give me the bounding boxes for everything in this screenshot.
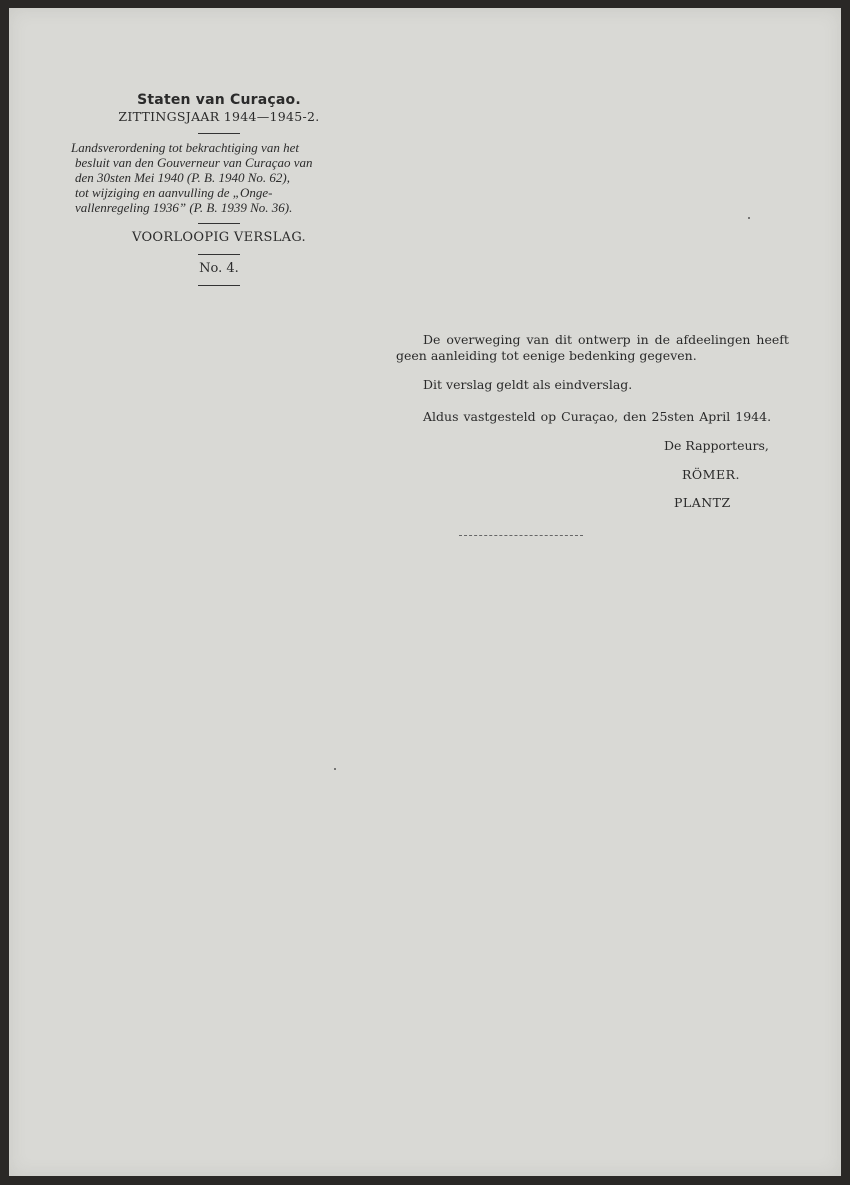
signature-name-1: RÖMER. [682,467,740,482]
closing-dashed-rule [459,535,583,536]
header-divider-3 [198,254,240,255]
document-page [9,8,841,1176]
document-header [69,92,369,292]
paragraph-1-line-1: De overweging van dit ontwerp in de afdeelingen heeft [423,332,789,347]
signatures-label: De Rapporteurs, [664,438,769,453]
report-type: VOORLOOPIG VERSLAG. [132,230,306,245]
description-line: vallenregeling 1936” (P. B. 1939 No. 36). [75,200,293,215]
paper-speck [748,217,750,219]
description-line: besluit van den Gouverneur van Curaçao van [75,155,313,170]
session-year: ZITTINGSJAAR 1944—1945-2. [118,109,320,124]
description-line: Landsverordening tot bekrachtiging van het [71,140,299,155]
signature-name-2: PLANTZ [674,495,731,510]
header-divider-2 [198,223,240,224]
paper-speck [334,768,336,770]
description-line: tot wijziging en aanvulling de „Onge- [75,185,273,200]
document-title: Staten van Curaçao. [137,92,301,108]
report-number: No. 4. [199,261,239,276]
paragraph-2: Dit verslag geldt als eindverslag. [423,377,633,392]
description-line: den 30sten Mei 1940 (P. B. 1940 No. 62), [75,170,290,185]
paragraph-1-line-2: geen aanleiding tot eenige bedenking gegeven. [396,348,697,363]
header-divider-1 [198,133,240,134]
header-divider-4 [198,285,240,286]
paragraph-3: Aldus vastgesteld op Curaçao, den 25sten April 1944. [423,409,772,424]
ordinance-description [69,140,369,215]
